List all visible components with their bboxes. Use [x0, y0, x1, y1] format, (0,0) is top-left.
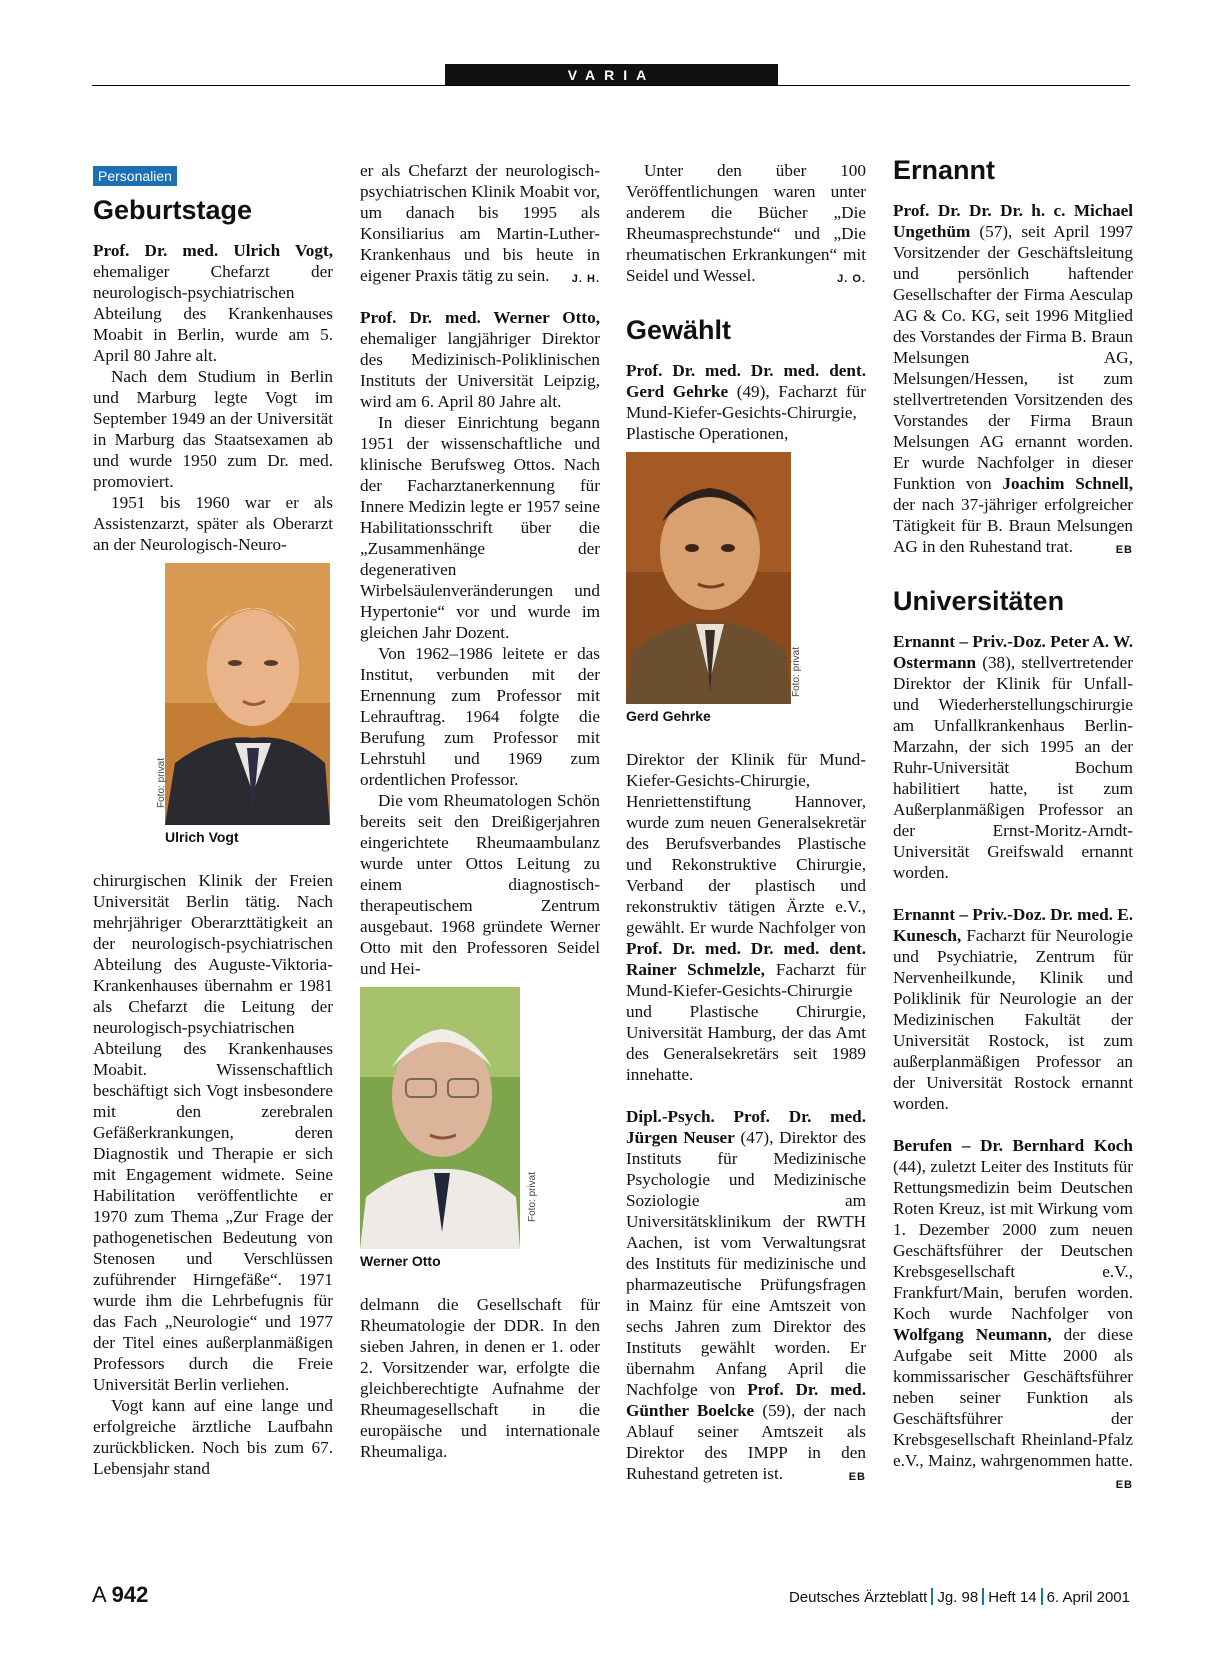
paragraph: 1951 bis 1960 war er als Assistenzarzt, später als Oberarzt an der Neurologisch-Neuro-	[93, 493, 333, 554]
paragraph	[893, 200, 1133, 557]
body-text: ehemaliger langjähriger Direktor des Medizinisch-Poliklinischen Instituts der Universität Leipzig, wird am 6. April 80 Jahre alt.	[360, 329, 600, 411]
body-text: Facharzt für Mund-Kiefer-Gesichts-Chirurgie und Plastische Chirurgie, Universität Hamburg, der das Amt des Generalsekretärs seit 1989 innehatte.	[626, 960, 866, 1084]
photo-caption: Gerd Gehrke	[626, 708, 711, 724]
body-text: der nach 37-jähriger erfolgreicher Tätigkeit für B. Braun Melsungen AG in den Ruhestand trat.	[893, 495, 1133, 556]
gehrke-intro	[626, 360, 866, 444]
paragraph: Vogt kann auf eine lange und erfolgreiche ärztliche Laufbahn zurückblicken. Noch bis zum 67. Lebensjahr stand	[93, 1396, 333, 1478]
photo-credit: Foto: privat	[791, 646, 802, 697]
column-3	[626, 160, 866, 1488]
photo-werner-otto	[360, 987, 600, 1249]
paragraph: delmann die Gesellschaft für Rheumatologie der DDR. In den sieben Jahren, in denen er 1. oder 2. Vorsitzender war, erfolgte die gleichberechtigte Aufnahme der Rheumagesellschaft in die europäische und internationale Rheumaliga.	[360, 1295, 600, 1461]
signature: J. H.	[571, 273, 600, 285]
signature: EB	[1115, 544, 1133, 556]
page-number-value: 942	[111, 1582, 149, 1607]
person-name: Ernannt – Priv.-Doz. Dr. med. E. Kunesch,	[893, 905, 1133, 945]
body-text: ehemaliger Chefarzt der neurologisch-psychiatrischen Abteilung des Krankenhauses Moabit in Berlin, wurde am 5. April 80 Jahre alt.	[93, 262, 333, 365]
paragraph: Die vom Rheumatologen Schön bereits seit den Dreißigerjahren eingerichtete Rheumaambulanz wurde unter Ottos Leitung zu einem diagnostisch-therapeutischem Zentrum ausgebaut. 1968 gründete Werner Otto mit den Professoren Seidel und Hei-	[360, 791, 600, 978]
paragraph: chirurgischen Klinik der Freien Universität Berlin tätig. Nach mehrjähriger Oberarzttätigkeit an der neurologisch-psychiatrischen Abteilung des Auguste-Viktoria-Krankenhauses übernahm er 1981 als Chefarzt die Leitung der neurologisch-psychiatrischen Abteilung des Krankenhauses Moabit. Wissenschaftlich beschäftigt sich Vogt insbesondere mit den zerebralen Gefäßerkrankungen, deren Diagnostik und Therapie er sich mit Engagement widmete. Seine Habilitation veröffentlichte er 1970 zum Thema „Zur Frage der pathogenetischen Bedeutung von Stenosen und Verschlüssen zuführender Hirngefäße“. 1971 wurde ihm die Lehrbefugnis für das Fach „Neurologie“ und 1977 der Titel eines außerplanmäßigen Professors durch die Freie Universität Berlin verliehen.	[93, 871, 333, 1394]
paragraph: Von 1962–1986 leitete er das Institut, verbunden mit der Ernennung zum Professor mit Lehrauftrag. 1964 folgte die Berufung zum Professor mit Lehrstuhl und 1969 zum ordentlichen Professor.	[360, 644, 600, 789]
column-4	[893, 155, 1133, 1496]
person-name: Joachim Schnell,	[1002, 474, 1133, 493]
page-number	[92, 1582, 148, 1608]
separator	[931, 1588, 933, 1605]
body-text: (38), stellvertretender Direktor der Klinik für Unfall- und Wiederherstellungschirurgie am Unfallkrankenhaus Berlin-Marzahn, der sich 1995 an der Ruhr-Universität Bochum habilitiert hatte, ist zum Außerplanmäßigen Professor an der Ernst-Moritz-Arndt-Universität Greifswald ernannt worden.	[893, 653, 1133, 882]
section-tag: Personalien	[93, 166, 177, 186]
paragraph	[626, 160, 866, 286]
journal-name: Deutsches Ärzteblatt	[788, 1589, 928, 1606]
vogt-intro	[93, 240, 333, 366]
body-text: (59), der nach Ablauf seiner Amtszeit als Direktor des IMPP in den Ruhestand getreten ist.	[626, 1401, 866, 1483]
portrait-image	[626, 452, 791, 704]
signature: J. O.	[837, 273, 866, 285]
body-text: (57), seit April 1997 Vorsitzender der Geschäftsleitung und persönlich haftender Gesellschafter der Firma Aesculap AG & Co. KG, seit 1996 Mitglied des Vorstandes der Firma B. Braun Melsungen AG, Melsungen/Hessen, ist zum stellvertretenden Vorsitzenden des Vorstandes der Firma Braun Melsungen AG ernannt worden. Er wurde Nachfolger in dieser Funktion von	[893, 222, 1133, 493]
heading-universitaeten: Universitäten	[893, 586, 1065, 616]
otto-intro	[360, 307, 600, 412]
photo-credit: Foto: privat	[527, 1171, 538, 1222]
person-name: Prof. Dr. Dr. Dr. h. c. Michael Ungethüm	[893, 201, 1133, 241]
person-name: Prof. Dr. med. Ulrich Vogt,	[93, 241, 333, 260]
separator	[1041, 1588, 1043, 1605]
photo-ulrich-vogt	[156, 563, 333, 825]
person-name: Dipl.-Psych. Prof. Dr. med. Jürgen Neuser	[626, 1107, 866, 1147]
body-text: Facharzt für Neurologie und Psychiatrie, Zentrum für Nervenheilkunde, Klinik und Poliklinik für Neurologie an der Medizinischen Fakultät der Universität Rostock, ist zum außerplanmäßigen Professor an der Universität Rostock ernannt worden.	[893, 926, 1133, 1113]
body-text: (47), Direktor des Instituts für Medizinische Psychologie und Medizinische Soziologie am Universitätsklinikum der RWTH Aachen, ist vom Verwaltungsrat des Instituts für medizinische und pharmazeutische Prüfungsfragen in Mainz für eine Amtszeit von sechs Jahren zum Direktor des Instituts gewählt worden. Er übernahm Anfang April die Nachfolge von	[626, 1128, 866, 1399]
heading-geburtstage: Geburtstage	[93, 195, 253, 225]
person-name: Berufen – Dr. Bernhard Koch	[893, 1136, 1133, 1155]
paragraph	[360, 160, 600, 286]
footer-info	[789, 1588, 1130, 1606]
heading-ernannt: Ernannt	[893, 155, 996, 185]
paragraph	[626, 749, 866, 1085]
portrait-image	[165, 563, 330, 825]
column-1	[93, 160, 333, 1479]
paragraph	[893, 1135, 1133, 1491]
body-text: (49), Facharzt für Mund-Kiefer-Gesichts-Chirurgie, Plastische Operationen,	[626, 382, 867, 443]
heading-gewaehlt: Gewählt	[626, 315, 732, 345]
person-name: Prof. Dr. med. Dr. med. dent. Gerd Gehrke	[626, 361, 866, 401]
photo-gerd-gehrke	[626, 452, 866, 704]
page-prefix: A	[92, 1582, 106, 1607]
signature: EB	[1115, 1479, 1133, 1491]
person-name: Prof. Dr. med. Günther Boelcke	[626, 1380, 866, 1420]
person-name: Prof. Dr. med. Werner Otto,	[360, 308, 600, 327]
person-name: Prof. Dr. med. Dr. med. dent. Rainer Schmelzle,	[626, 939, 866, 979]
header-rule	[92, 85, 1130, 86]
paragraph	[893, 904, 1133, 1114]
section-title: VARIA	[567, 67, 656, 83]
person-name: Ernannt – Priv.-Doz. Peter A. W. Ostermann	[893, 632, 1133, 672]
signature: EB	[848, 1471, 866, 1483]
section-bar	[445, 64, 778, 86]
photo-caption: Werner Otto	[360, 1253, 441, 1269]
photo-caption: Ulrich Vogt	[165, 829, 239, 845]
paragraph: In dieser Einrichtung begann 1951 der wissenschaftliche und klinische Berufsweg Ottos. Nach der Facharztanerkennung für Innere Medizin legte er 1957 seine Habilitationsschrift über die „Zusammenhänge der degenerativen Wirbelsäulenveränderungen und Hypertonie“ vor und wurde im gleichen Jahr Dozent.	[360, 413, 600, 642]
body-text: er als Chefarzt der neurologisch-psychiatrischen Klinik Moabit vor, um danach bis 1995 als Konsiliarius am Martin-Luther-Krankenhaus und bis heute in eigener Praxis tätig zu sein.	[360, 161, 600, 285]
portrait-image	[360, 987, 520, 1249]
person-name: Wolfgang Neumann,	[893, 1325, 1052, 1344]
body-text: (44), zuletzt Leiter des Instituts für Rettungsmedizin beim Deutschen Roten Kreuz, ist mit Wirkung vom 1. Dezember 2000 zum neuen Geschäftsführer der Deutschen Krebsgesellschaft e.V., Frankfurt/Main, berufen worden. Koch wurde Nachfolger von	[893, 1157, 1133, 1323]
photo-credit: Foto: privat	[156, 757, 167, 808]
issue: Heft 14	[988, 1589, 1037, 1606]
volume: Jg. 98	[937, 1589, 979, 1606]
paragraph: Nach dem Studium in Berlin und Marburg legte Vogt im September 1949 an der Universität in Marburg das Staatsexamen ab und wurde 1950 zum Dr. med. promoviert.	[93, 367, 333, 491]
body-text: Unter den über 100 Veröffentlichungen waren unter anderem die Bücher „Die Rheumasprechstunde“ und „Die rheumatischen Erkrankungen“ mit Seidel und Wessel.	[626, 161, 866, 285]
issue-date: 6. April 2001	[1046, 1589, 1130, 1606]
body-text: der diese Aufgabe seit Mitte 2000 als kommissarischer Geschäftsführer neben seiner Funktion als Geschäftsführer der Krebsgesellschaft Rheinland-Pfalz e.V., Mainz, wahrgenommen hatte.	[893, 1325, 1133, 1470]
column-2	[360, 160, 600, 1462]
paragraph	[626, 1106, 866, 1484]
body-text: Direktor der Klinik für Mund-Kiefer-Gesichts-Chirurgie, Henriettenstiftung Hannover, wurde zum neuen Generalsekretär des Berufsverbandes Plastische und Rekonstruktive Chirurgie, Verband der plastisch und rekonstruktiv tätigen Ärzte e.V., gewählt. Er wurde Nachfolger von	[626, 750, 866, 937]
separator	[982, 1588, 984, 1605]
paragraph	[893, 631, 1133, 883]
